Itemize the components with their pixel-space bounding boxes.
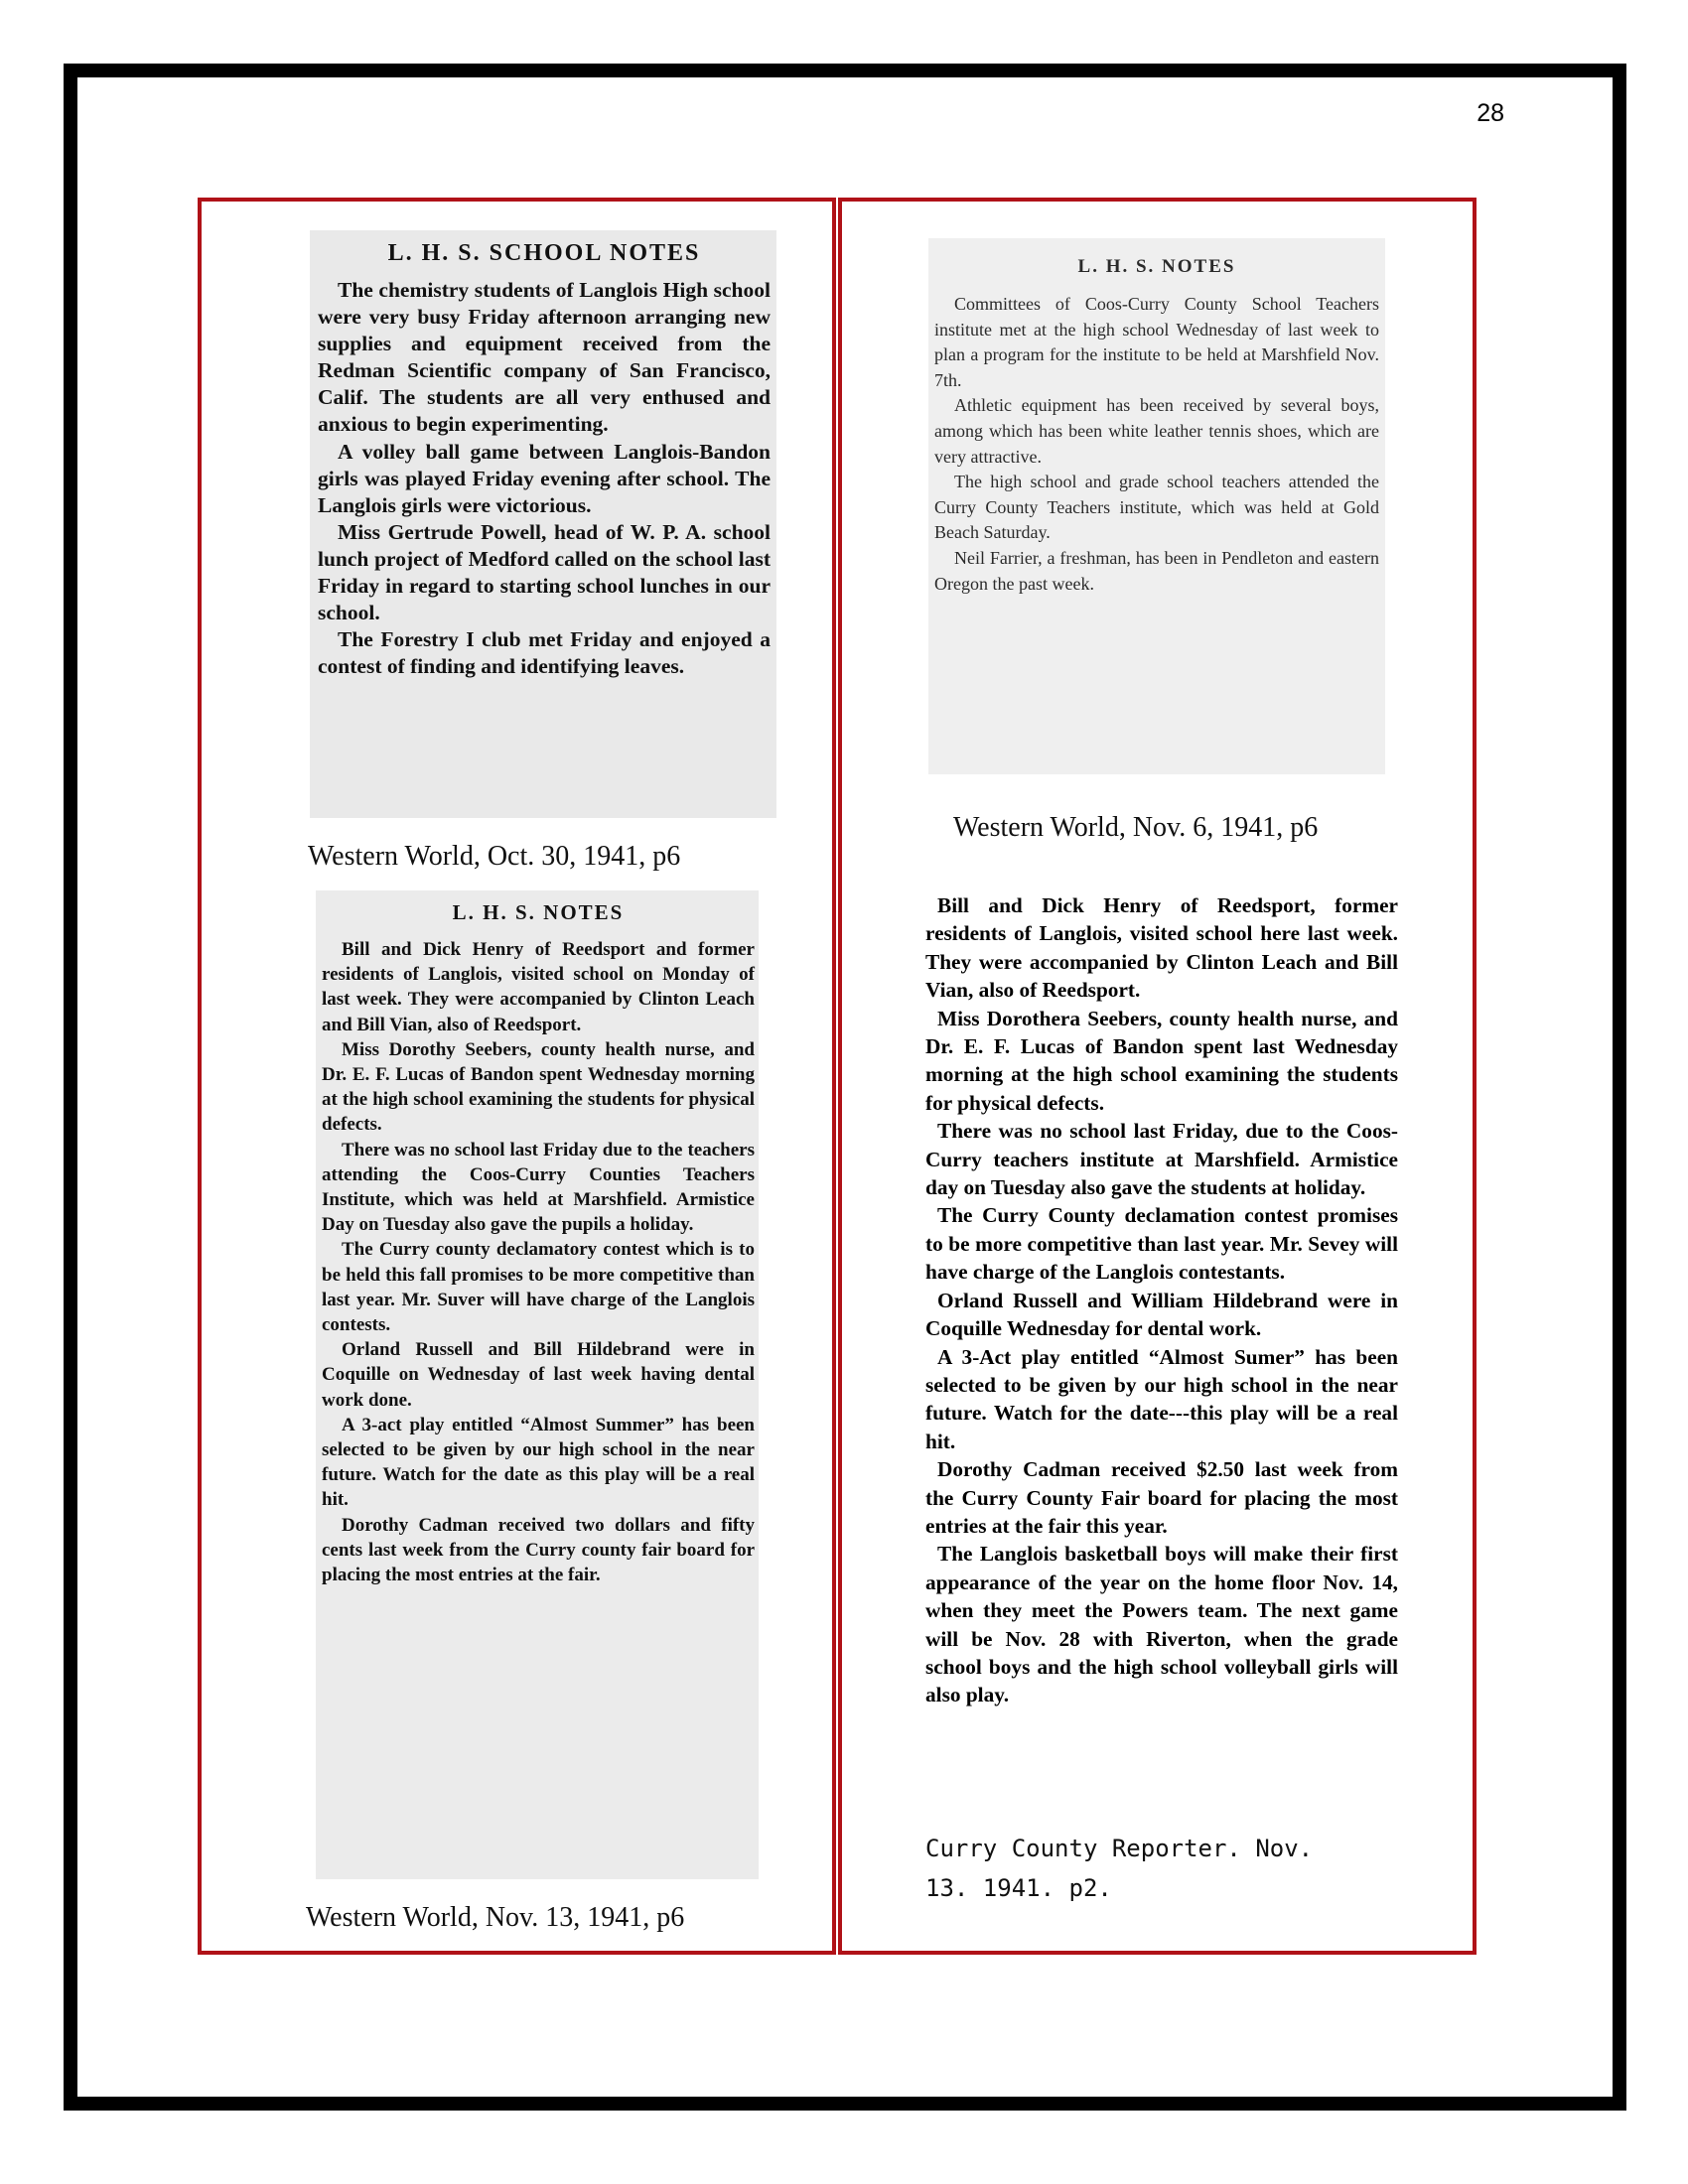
clipping-paragraph: The Curry county declamatory contest which is to be held this fall promises to be more competitive than last year. Mr. Suver will have charge of the Langlois contests. — [322, 1239, 755, 1336]
clipping-paragraph: Athletic equipment has been received by several boys, among which has been white leather tennis shoes, which are very attractive. — [934, 395, 1379, 467]
caption-nov13: Western World, Nov. 13, 1941, p6 — [306, 1902, 685, 1933]
transcript-paragraph: The Langlois basketball boys will make their first appearance of the year on the home floor Nov. 14, when they meet the Powers team. The next game will be Nov. 28 with Riverton, when the grade school boys and the high school volleyball girls will also play. — [925, 1542, 1398, 1707]
clipping-title: L. H. S. NOTES — [452, 900, 625, 924]
clipping-paragraph: Orland Russell and Bill Hildebrand were in Coquille on Wednesday of last week having dental work done. — [322, 1339, 755, 1411]
transcript-paragraph: A 3-Act play entitled “Almost Sumer” has been selected to be given by our high school in the near future. Watch for the date---this play will be a real hit. — [925, 1344, 1398, 1453]
clipping-paragraph: A volley ball game between Langlois-Bandon girls was played Friday evening after school. The Langlois girls were victorious. — [318, 439, 771, 517]
clipping-paragraph: There was no school last Friday due to the teachers attending the Coos-Curry Counties Teachers Institute, which was held at Marshfield. Armistice Day on Tuesday also gave the pupils a holiday. — [322, 1139, 755, 1236]
clipping-title: L. H. S. NOTES — [1077, 256, 1236, 277]
clipping-paragraph: The high school and grade school teachers attended the Curry County Teachers institute, which was held at Gold Beach Saturday. — [934, 472, 1379, 543]
transcript-paragraph: There was no school last Friday, due to the Coos-Curry teachers institute at Marshfield. Armistice day on Tuesday also gave the students at holiday. — [925, 1119, 1398, 1200]
caption-nov6: Western World, Nov. 6, 1941, p6 — [953, 812, 1319, 843]
clipping-paragraph: Bill and Dick Henry of Reedsport and former residents of Langlois, visited school on Monday of last week. They were accompanied by Clinton Leach and Bill Vian, also of Reedsport. — [322, 939, 755, 1035]
clipping-paragraph: Committees of Coos-Curry County School Teachers institute met at the high school Wednesday of last week to plan a program for the institute to be held at Marshfield Nov. 7th. — [934, 294, 1379, 390]
caption-oct30: Western World, Oct. 30, 1941, p6 — [308, 841, 681, 872]
clipping-paragraph: Miss Gertrude Powell, head of W. P. A. school lunch project of Medford called on the school last Friday in regard to starting school lunches in our school. — [318, 519, 771, 625]
clipping-paragraph: The chemistry students of Langlois High school were very busy Friday afternoon arranging new supplies and equipment received from the Redman Scientific company of San Francisco, Calif. The students are all very enthused and anxious to begin experimenting. — [318, 278, 771, 437]
transcript-paragraph: The Curry County declamation contest promises to be more competitive than last year. Mr. Sevey will have charge of the Langlois contestants. — [925, 1203, 1398, 1285]
transcribed-article — [925, 891, 1398, 1709]
clipping-nov6 — [928, 238, 1385, 774]
clipping-paragraph: The Forestry I club met Friday and enjoyed a contest of finding and identifying leaves. — [318, 627, 771, 679]
transcript-paragraph: Bill and Dick Henry of Reedsport, former residents of Langlois, visited school here last week. They were accompanied by Clinton Leach and Bill Vian, also of Reedsport. — [925, 893, 1398, 1003]
page-number: 28 — [1477, 99, 1504, 127]
clipping-paragraph: Neil Farrier, a freshman, has been in Pendleton and eastern Oregon the past week. — [934, 547, 1379, 594]
transcript-paragraph: Orland Russell and William Hildebrand were in Coquille Wednesday for dental work. — [925, 1288, 1398, 1341]
clipping-oct30 — [310, 230, 776, 818]
clipping-paragraph: Miss Dorothy Seebers, county health nurse, and Dr. E. F. Lucas of Bandon spent Wednesday morning at the high school examining the students for physical defects. — [322, 1038, 755, 1136]
clipping-nov13 — [316, 890, 759, 1879]
clipping-paragraph: Dorothy Cadman received two dollars and fifty cents last week from the Curry county fair board for placing the most entries at the fair. — [322, 1514, 755, 1586]
transcript-paragraph: Miss Dorothera Seebers, county health nurse, and Dr. E. F. Lucas of Bandon spent last Wednesday morning at the high school examining the students for physical defects. — [925, 1006, 1398, 1115]
caption-reporter: Curry County Reporter. Nov. 13. 1941. p2. — [925, 1835, 1314, 1902]
clipping-title: L. H. S. SCHOOL NOTES — [387, 240, 701, 266]
transcript-paragraph: Dorothy Cadman received $2.50 last week from the Curry County Fair board for placing the most entries at the fair this year. — [925, 1457, 1398, 1538]
clipping-paragraph: A 3-act play entitled “Almost Summer” has been selected to be given by our high school in the near future. Watch for the date as this play will be a real hit. — [322, 1414, 755, 1511]
